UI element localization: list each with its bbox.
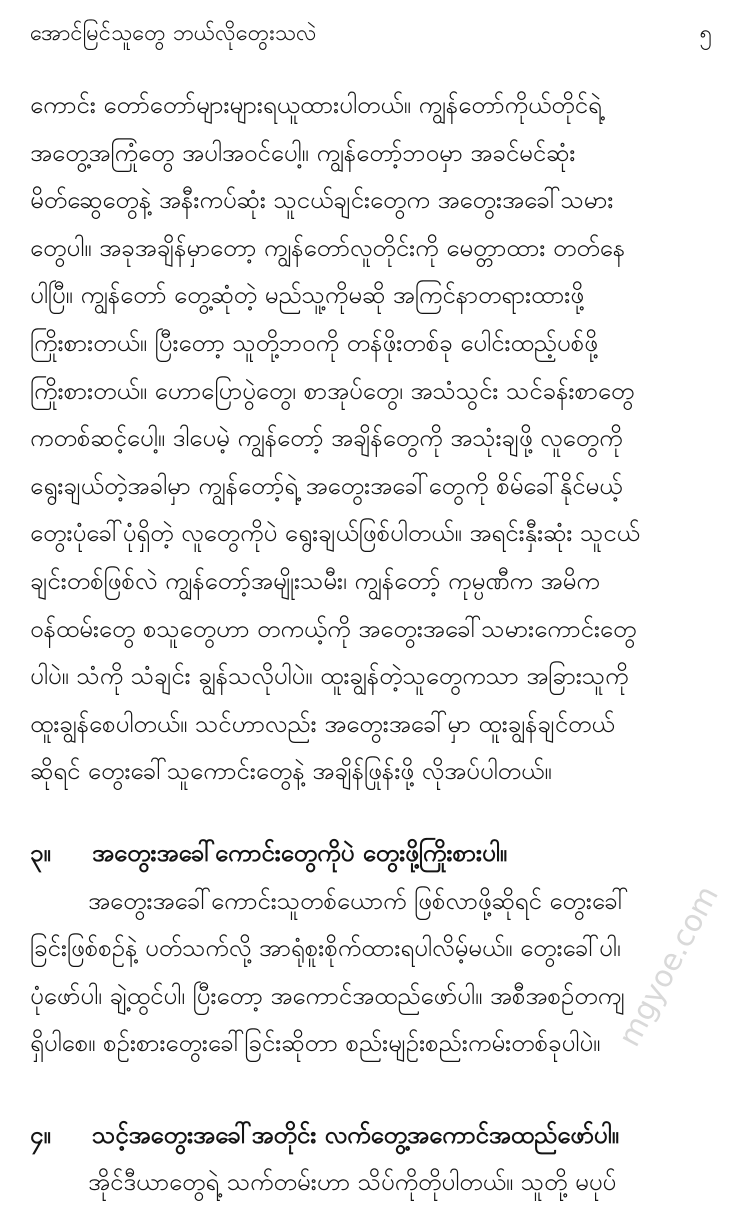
text-line: ရွေးချယ်တဲ့အခါမှာ ကျွန်တော့်ရဲ့ အတွေးအခေါ်တွေကို စိမ်ခေါ်နိုင်မယ့် xyxy=(30,471,623,500)
text-line: အိုင်ဒီယာတွေရဲ့ သက်တမ်းဟာ သိပ်ကိုတိုပါတယ်။ သူတို့ မပုပ် xyxy=(88,1168,617,1197)
text-line: အတွေ့အကြုံတွေ အပါအဝင်ပေါ့။ ကျွန်တော့်ဘဝမှာ အခင်မင်ဆုံး xyxy=(30,138,576,167)
paragraph-1 xyxy=(30,82,728,796)
text-line: ကြိုးစားတယ်။ ဟောပြောပွဲတွေ၊ စာအုပ်တွေ၊ အသံသွင်း သင်ခန်းစာတွေ xyxy=(30,376,635,405)
running-title: အောင်မြင်သူတွေ ဘယ်လိုတွေးသလဲ xyxy=(30,21,317,46)
text-line: ဝန်ထမ်းတွေ စသူတွေဟာ တကယ့်ကို အတွေးအခေါ်သမားကောင်းတွေ xyxy=(30,614,637,643)
section-4 xyxy=(30,1112,728,1207)
text-line: ပါပဲ။ သံကို သံချင်း ချွန်သလိုပါပဲ။ ထူးချွန်တဲ့သူတွေကသာ အခြားသူကို xyxy=(30,662,629,691)
text-line: ပုံဖော်ပါ၊ ချဲ့ထွင်ပါ၊ ပြီးတော့ အကောင်အထည်ဖော်ပါ။ အစီအစဉ်တကျ xyxy=(30,981,625,1010)
section-number: ၃။ xyxy=(30,838,51,867)
text-line: ချင်းတစ်ဖြစ်လဲ ကျွန်တော့်အမျိုးသမီး၊ ကျွန်တော့် ကုမ္ပဏီက အမိက xyxy=(30,566,600,595)
text-line: ဆိုရင် တွေးခေါ်သူကောင်းတွေနဲ့ အချိန်ဖြုန်းဖို့ လိုအပ်ပါတယ်။ xyxy=(30,757,552,786)
section-spacer xyxy=(30,796,728,830)
text-line: ရှိပါစေ။ စဉ်းစားတွေးခေါ်ခြင်းဆိုတာ စည်းမျဉ်းစည်းကမ်းတစ်ခုပါပဲ။ xyxy=(30,1029,601,1058)
page-header xyxy=(30,14,720,54)
section-number: ၄။ xyxy=(30,1120,51,1149)
section-spacer xyxy=(30,1068,728,1112)
text-line: တွေးပုံခေါ်ပုံရှိတဲ့ လူတွေကိုပဲ ရွေးချယ်ဖြစ်ပါတယ်။ အရင်းနှီးဆုံး သူငယ် xyxy=(30,519,640,548)
section-title: အတွေးအခေါ်ကောင်းတွေကိုပဲ တွေးဖို့ကြိုးစားပါ။ xyxy=(92,838,508,867)
watermark: mgyoe.com xyxy=(612,880,726,1053)
section-heading xyxy=(30,1112,728,1160)
text-line: ခြင်းဖြစ်စဉ်နဲ့ ပတ်သက်လို့ အာရုံစူးစိုက်ထားရပါလိမ့်မယ်။ တွေးခေါ်ပါ၊ xyxy=(30,934,621,963)
text-line: ကောင်း တော်တော်များများရယူထားပါတယ်။ ကျွန်တော်ကိုယ်တိုင်ရဲ့ xyxy=(30,91,602,119)
text-line: ထူးချွန်စေပါတယ်။ သင်ဟာလည်း အတွေးအခေါ်မှာ ထူးချွန်ချင်တယ် xyxy=(30,709,615,738)
text-line: ပါပြီ။ ကျွန်တော် တွေ့ဆုံတဲ့ မည်သူ့ကိုမဆို အကြင်နာတရားထားဖို့ xyxy=(30,281,584,310)
page-number: ၅ xyxy=(699,21,712,46)
text-line: အတွေးအခေါ်ကောင်းသူတစ်ယောက် ဖြစ်လာဖို့ဆိုရင် တွေးခေါ် xyxy=(88,886,629,915)
text-line: တွေပါ။ အခုအချိန်မှာတော့ ကျွန်တော်လူတိုင်းကို မေတ္တာထား တတ်နေ xyxy=(30,233,626,262)
section-title: သင့်အတွေးအခေါ်အတိုင်း လက်တွေ့အကောင်အထည်ဖော်ပါ။ xyxy=(92,1120,619,1149)
section-heading xyxy=(30,830,728,878)
text-line: ကြိုးစားတယ်။ ပြီးတော့ သူတို့ဘဝကို တန်ဖိုးတစ်ခု ပေါင်းထည့်ပစ်ဖို့ xyxy=(30,328,598,357)
text-line: မိတ်ဆွေတွေနဲ့ အနီးကပ်ဆုံး သူငယ်ချင်းတွေက အတွေးအခေါ်သမား xyxy=(30,186,614,215)
text-line: ကတစ်ဆင့်ပေါ့။ ဒါပေမဲ့ ကျွန်တော့် အချိန်တွေကို အသုံးချဖို့ လူတွေကို xyxy=(30,424,623,453)
